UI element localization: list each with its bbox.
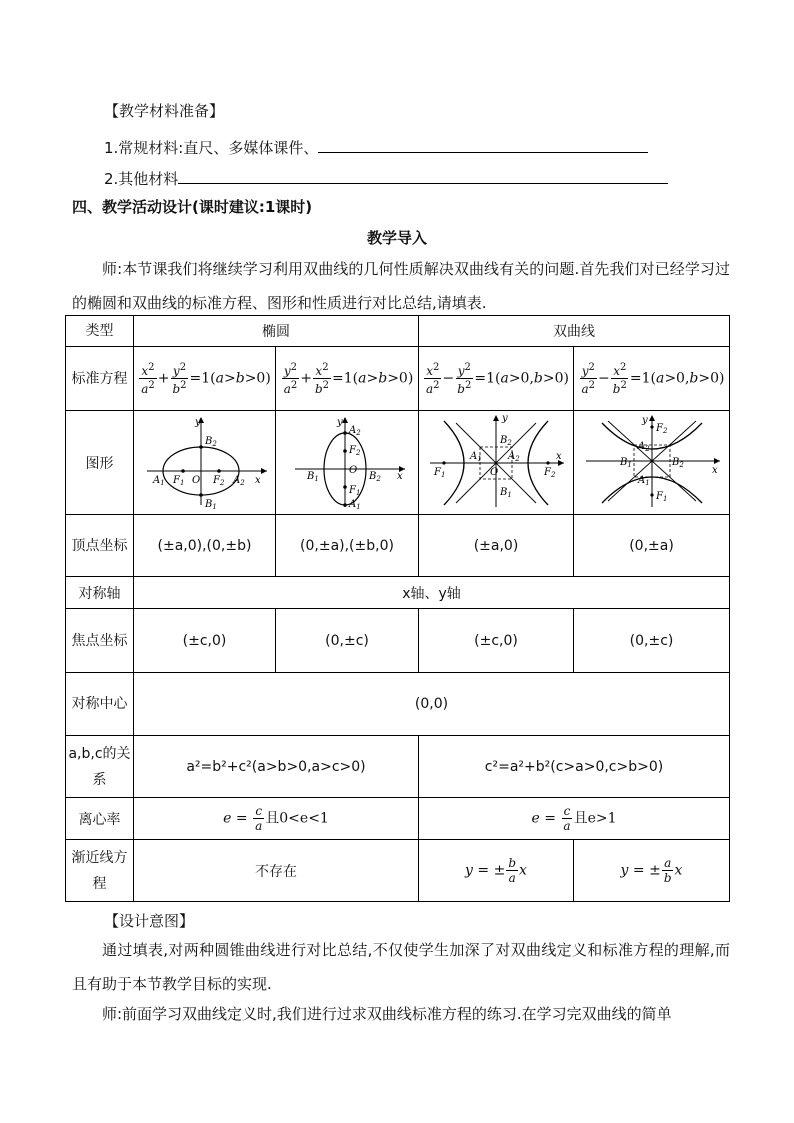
svg-text:A1: $A_1$ [470,450,482,463]
vertex-hyperbola-y: (0,±a) [574,515,730,577]
svg-text:F2: $F_2$ [212,474,224,487]
svg-text:B2: $B_2$ [671,456,684,469]
prep-item-2-label: 2.其他材料 [104,170,179,188]
svg-text:O: O [349,464,358,476]
svg-text:A2: $A_2$ [232,474,245,487]
prep-item-1-blank[interactable] [318,135,648,153]
eccentricity-ellipse-cond: 且0<e<1 [265,810,329,827]
svg-text:O: O [490,466,499,478]
eccentricity-ellipse: e = $\frac{c}{a}$ 且0<e<1 [134,798,419,840]
eccentricity-hyperbola: e = $\frac{c}{a}$ 且e>1 [419,798,730,840]
axis-value: x轴、y轴 [134,577,730,609]
std-eq-hyperbola-x: $\frac{x^2}{a^2}$ − $\frac{y^2}{b^2}$ =1(a>0,b>0) [419,347,574,411]
vertex-ellipse-x: (±a,0),(0,±b) [134,515,276,577]
svg-text:A2: $A_2$ [349,424,361,437]
design-heading: 【设计意图】 [104,912,195,930]
svg-text:A1: $A_1$ [349,498,361,509]
svg-text:B1: $B_1$ [500,486,512,499]
svg-text:A2: $A_2$ [508,450,520,463]
svg-text:A1: $A_1$ [637,474,650,487]
row-label-eccentricity: 离心率 [66,798,134,840]
row-label-axis: 对称轴 [66,577,134,609]
ellipse-x-graph [137,413,273,509]
svg-text:x: x [397,470,403,482]
focus-hyperbola-x: (±c,0) [419,609,574,673]
row-label-asymptote: 渐近线方程 [66,840,134,902]
svg-text:y: y [337,416,343,428]
svg-text:x: x [711,464,718,476]
row-label-graph: 图形 [66,411,134,515]
svg-text:F2: $F_2$ [349,444,361,457]
row-label-vertex: 顶点坐标 [66,515,134,577]
row-label-focus: 焦点坐标 [66,609,134,673]
prep-item-1-label: 1.常规材料:直尺、多媒体课件、 [104,139,319,157]
vertex-ellipse-y: (0,±a),(±b,0) [276,515,419,577]
header-hyperbola: 双曲线 [419,316,730,347]
section-4-title: 四、教学活动设计(课时建议:1课时) [72,198,313,216]
ellipse-y-graph [279,413,415,509]
prep-item-2 [104,166,668,189]
svg-text:B2: $B_2$ [500,434,512,447]
prep-item-2-blank[interactable] [178,166,668,184]
svg-text:F1: $F_1$ [655,490,667,503]
svg-text:B1: $B_1$ [619,456,632,469]
std-eq-ellipse-y: $\frac{y^2}{a^2}$ + $\frac{x^2}{b^2}$ =1(a>b>0) [276,347,419,411]
svg-text:x: x [556,450,562,462]
svg-text:y: y [502,412,508,424]
intro-title: 教学导入 [366,229,427,247]
graph-hyperbola-x [419,411,574,515]
row-label-center: 对称中心 [66,673,134,736]
prep-item-1 [104,135,648,158]
hyperbola-y-graph [578,413,726,509]
abc-ellipse: a²=b²+c²(a>b>0,a>c>0) [134,736,419,798]
row-label-std-eq: 标准方程 [66,347,134,411]
svg-text:B1: $B_1$ [204,498,217,509]
focus-ellipse-y: (0,±c) [276,609,419,673]
svg-text:B2: $B_2$ [204,435,217,448]
svg-text:F1: $F_1$ [349,484,361,497]
graph-ellipse-x [134,411,276,515]
intro-paragraph: 师:本节课我们将继续学习利用双曲线的几何性质解决双曲线有关的问题.首先我们对已经学习过的椭圆和双曲线的标准方程、图形和性质进行对比总结,请填表. [72,260,730,312]
eccentricity-hyperbola-cond: 且e>1 [573,810,617,827]
svg-text:F2: $F_2$ [655,422,667,435]
svg-text:O: O [191,474,200,486]
abc-hyperbola: c²=a²+b²(c>a>0,c>b>0) [419,736,730,798]
asymptote-hyperbola-x: y = ± $\frac{b}{a}$ x [419,840,574,902]
header-type: 类型 [66,316,134,347]
svg-text:B1: $B_1$ [307,470,319,483]
svg-text:y: y [641,414,648,426]
design-paragraph-2: 师:前面学习双曲线定义时,我们进行过求双曲线标准方程的练习.在学习完双曲线的简单 [102,1005,672,1023]
vertex-hyperbola-x: (±a,0) [419,515,574,577]
focus-ellipse-x: (±c,0) [134,609,276,673]
svg-text:y: y [194,416,201,428]
svg-text:F1: $F_1$ [434,466,446,479]
graph-ellipse-y [276,411,419,515]
svg-text:B2: $B_2$ [369,470,381,483]
std-eq-hyperbola-y: $\frac{y^2}{a^2}$ − $\frac{x^2}{b^2}$ =1(a>0,b>0) [574,347,730,411]
header-ellipse: 椭圆 [134,316,419,347]
focus-hyperbola-y: (0,±c) [574,609,730,673]
hyperbola-x-graph [422,413,570,509]
comparison-table [65,315,730,902]
row-label-abc: a,b,c的关系 [66,736,134,798]
svg-text:F1: $F_1$ [172,474,184,487]
svg-text:A1: $A_1$ [152,474,165,487]
svg-text:F2: $F_2$ [544,466,556,479]
asymptote-ellipse: 不存在 [134,840,419,902]
std-eq-ellipse-x: $\frac{x^2}{a^2}$ + $\frac{y^2}{b^2}$ =1(a>b>0) [134,347,276,411]
graph-hyperbola-y [574,411,730,515]
design-paragraph-1: 通过填表,对两种圆锥曲线进行对比总结,不仅使学生加深了对双曲线定义和标准方程的理解,而且有助于本节教学目标的实现. [72,941,730,993]
center-value: (0,0) [134,673,730,736]
svg-text:A2: $A_2$ [637,440,650,453]
svg-text:x: x [254,474,261,486]
asymptote-hyperbola-y: y = ± $\frac{a}{b}$ x [574,840,730,902]
prep-heading: 【教学材料准备】 [104,102,225,120]
